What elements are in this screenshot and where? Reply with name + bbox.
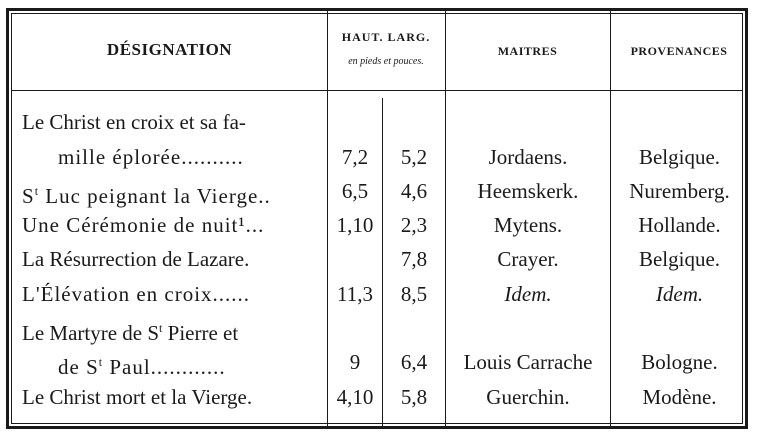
row-designation-line: Le Christ mort et la Vierge. bbox=[22, 385, 253, 409]
row-larg: 2,3 bbox=[400, 213, 428, 237]
row-provenance: Nuremberg. bbox=[629, 179, 730, 203]
row-provenance: Belgique. bbox=[638, 247, 721, 271]
row-designation-line: Le Martyre de $S^t$ Pierre et bbox=[22, 321, 239, 345]
row-maitre: Guerchin. bbox=[486, 385, 570, 409]
row-provenance: Hollande. bbox=[638, 213, 721, 237]
row-provenance-text: Idem. bbox=[655, 282, 704, 306]
row-larg: 5,2 bbox=[400, 145, 428, 169]
row-designation-line: Une Cérémonie de nuit¹... bbox=[22, 213, 265, 237]
row-designation-line: L'Élévation en croix...... bbox=[22, 282, 251, 306]
row-maitre: Crayer. bbox=[497, 247, 559, 271]
row-maitre-text: Idem. bbox=[504, 282, 552, 306]
row-larg: 7,8 bbox=[400, 247, 428, 271]
row-haut: 1,10 bbox=[336, 213, 374, 237]
row-provenance bbox=[611, 282, 748, 306]
header-designation: DÉSIGNATION bbox=[106, 40, 233, 59]
header-divider bbox=[12, 90, 742, 91]
row-larg: 6,4 bbox=[400, 350, 428, 374]
header-dimensions: HAUT. LARG. bbox=[341, 30, 431, 44]
row-haut: 11,3 bbox=[337, 282, 373, 306]
row-provenance: Bologne. bbox=[641, 350, 718, 374]
row-designation-line: de $S^t$ Paul............ bbox=[58, 355, 226, 379]
row-provenance: Belgique. bbox=[638, 145, 721, 169]
header-dimensions-unit: en pieds et pouces. bbox=[348, 56, 424, 67]
row-haut: 9 bbox=[349, 350, 361, 374]
row-maitre bbox=[446, 282, 610, 306]
row-haut: 7,2 bbox=[341, 145, 369, 169]
row-designation-line: mille éplorée.......... bbox=[58, 145, 244, 169]
row-designation-line: Le Christ en croix et sa fa- bbox=[22, 110, 246, 134]
row-designation-line: $S^t$ Luc peignant la Vierge.. bbox=[22, 184, 271, 208]
row-haut: 6,5 bbox=[341, 179, 369, 203]
row-haut: 4,10 bbox=[336, 385, 374, 409]
row-provenance: Modène. bbox=[642, 385, 717, 409]
row-maitre: Heemskerk. bbox=[477, 179, 579, 203]
row-larg: 8,5 bbox=[400, 282, 428, 306]
header-provenances: PROVENANCES bbox=[630, 44, 728, 58]
row-larg: 4,6 bbox=[400, 179, 428, 203]
row-designation-line: La Résurrection de Lazare. bbox=[22, 247, 250, 271]
header-maitres: MAITRES bbox=[497, 44, 558, 58]
row-maitre: Jordaens. bbox=[488, 145, 568, 169]
row-maitre: Louis Carrache bbox=[463, 350, 593, 374]
row-maitre: Mytens. bbox=[493, 213, 563, 237]
row-larg: 5,8 bbox=[400, 385, 428, 409]
